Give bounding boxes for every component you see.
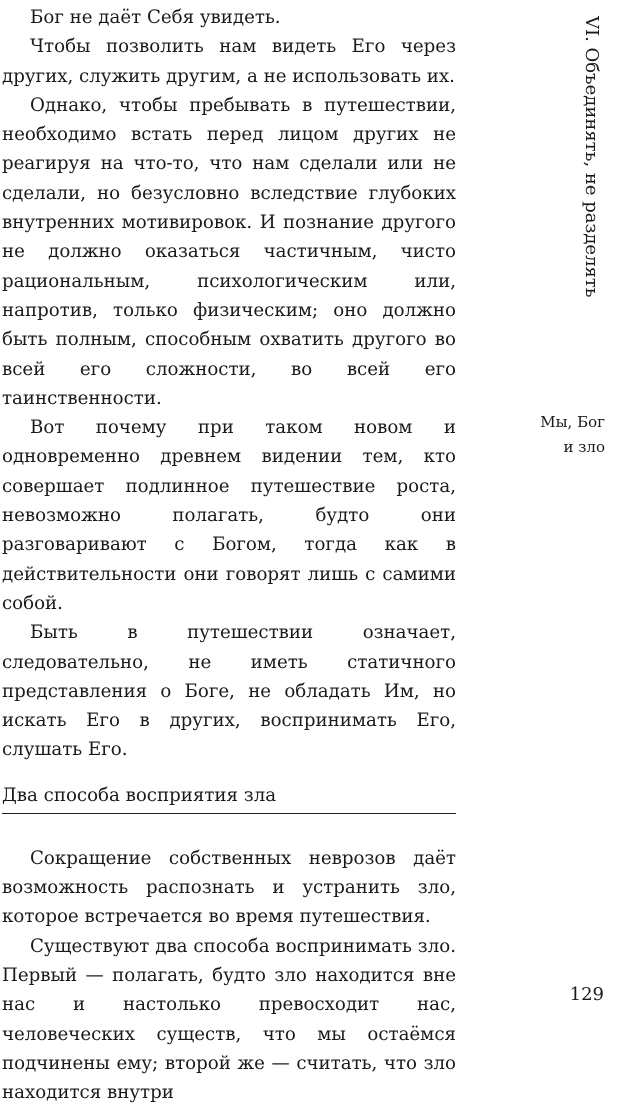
paragraph-5: Быть в путешествии означает, следовательно, не иметь статичного представления о Боге, не обладать Им, но искать Его в других, воспринимать Его, слушать Его. [2, 622, 456, 761]
page-number: 129 [569, 984, 604, 1005]
paragraph-2: Чтобы позволить нам видеть Его через других, служить другим, а не использовать их. [2, 36, 456, 87]
paragraph-3: Однако, чтобы пребывать в путешествии, необходимо встать перед лицом других не реагируя на что-то, что нам сделали или не сделали, но безусловно вследствие глубоких внутренних мотивировок. И познание другого не должно оказаться частичным, чисто рациональным, психологическим или, напротив, только физическим; оно должно быть полным, способным охватить другого во всей его сложности, во всей его таинственности. [2, 94, 456, 409]
paragraph-6: Сокращение собственных неврозов даёт возможность распознать и устранить зло, которое встречается во время путешествия. [2, 847, 456, 928]
subtitle-line-1: Мы, Бог [540, 413, 605, 431]
section-heading: Два способа восприятия зла [2, 783, 456, 814]
paragraph-7: Существуют два способа воспринимать зло. Первый — полагать, будто зло находится вне нас и настолько превосходит нас, человеческих существ, что мы остаёмся подчинены ему; второй же — считать, что зло находится внутри [2, 935, 456, 1104]
paragraph-1: Бог не даёт Себя увидеть. [30, 7, 281, 28]
subtitle-line-2: и зло [563, 438, 605, 456]
paragraph-4: Вот почему при таком новом и одновременно древнем видении тем, кто совершает подлинное путешествие роста, невозможно полагать, будто они разговаривают с Богом, тогда как в действительности они говорят лишь с самими собой. [2, 417, 456, 614]
running-subtitle [495, 410, 605, 460]
chapter-title: VI. Объединять, не разделять [581, 16, 602, 298]
main-text-column [2, 3, 456, 1107]
